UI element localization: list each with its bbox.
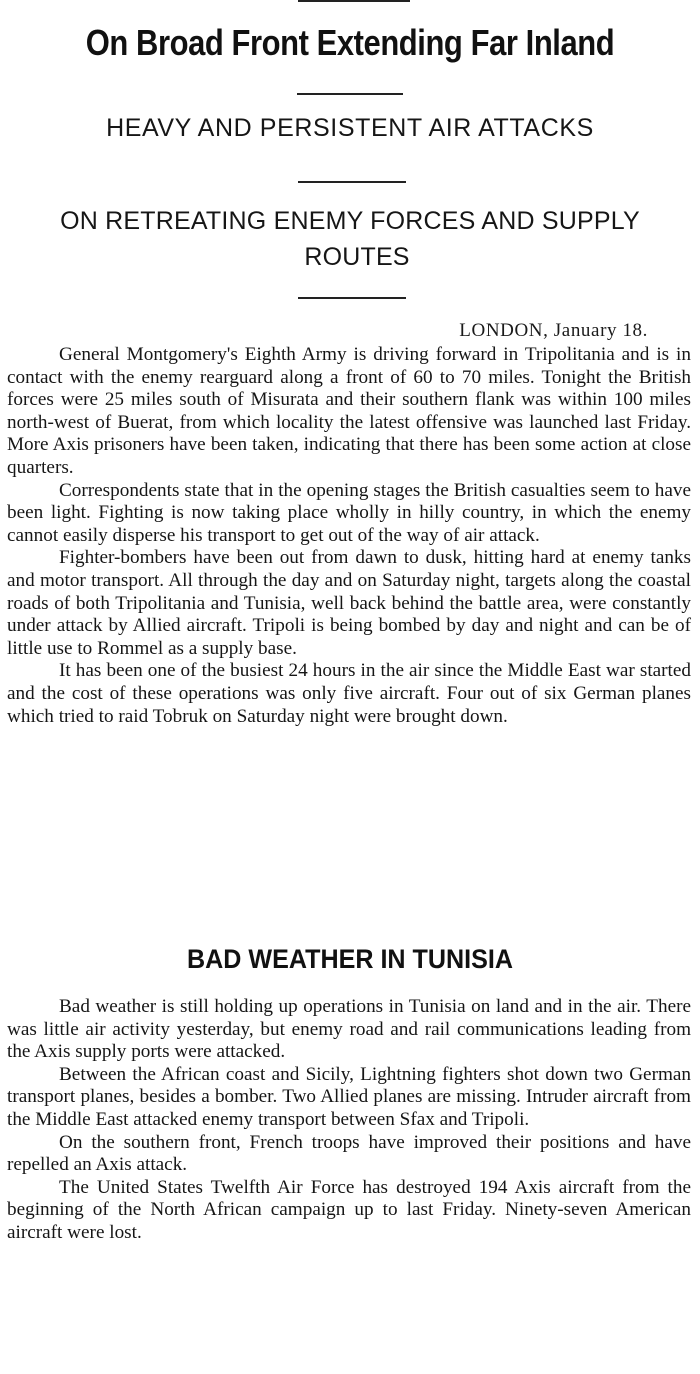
paragraph: Correspondents state that in the opening stages the British casualties seem to have been light. Fighting is now taking place wholly in hilly country, in which the enemy cannot easily disperse his transport to get out of the way of air attack. xyxy=(7,479,691,546)
section-subhead: BAD WEATHER IN TUNISIA xyxy=(187,944,513,974)
deck-divider-1 xyxy=(298,181,406,183)
article-body xyxy=(7,344,691,728)
deck-heading-1: HEAVY AND PERSISTENT AIR ATTACKS xyxy=(106,114,594,142)
deck-divider-2 xyxy=(298,297,406,299)
paragraph: Bad weather is still holding up operations in Tunisia on land and in the air. There was little air activity yesterday, but enemy road and rail communications leading from the Axis supply ports were attacked. xyxy=(7,996,691,1063)
paragraph: Between the African coast and Sicily, Lightning fighters shot down two German transport planes, besides a bomber. Two Allied planes are missing. Intruder aircraft from the Middle East attacked enemy transport between Sfax and Tripoli. xyxy=(7,1063,691,1130)
dateline: LONDON, January 18. xyxy=(459,320,648,341)
deck-heading-2-line-1: ON RETREATING ENEMY FORCES AND SUPPLY xyxy=(60,207,640,235)
deck-heading-2-line-2: ROUTES xyxy=(304,243,410,271)
headline-divider xyxy=(297,93,403,95)
deck-heading-2 xyxy=(0,203,700,275)
paragraph: General Montgomery's Eighth Army is driving forward in Tripolitania and is in contact with the enemy rearguard along a front of 60 to 70 miles. Tonight the British forces were 25 miles south of Misurata and their southern flank was within 100 miles north-west of Buerat, from which locality the latest offensive was launched last Friday. More Axis prisoners have been taken, indicating that there has been some action at close quarters. xyxy=(7,344,691,478)
top-rule xyxy=(298,0,410,2)
paragraph: Fighter-bombers have been out from dawn to dusk, hitting hard at enemy tanks and motor transport. All through the day and on Saturday night, targets along the coastal roads of both Tripolitania and Tunisia, well back behind the battle area, were constantly under attack by Allied aircraft. Tripoli is being bombed by day and night and can be of little use to Rommel as a supply base. xyxy=(7,547,691,659)
paragraph: The United States Twelfth Air Force has destroyed 194 Axis aircraft from the beginning of the North African campaign up to last Friday. Ninety-seven American aircraft were lost. xyxy=(7,1176,691,1243)
article-body-section-2 xyxy=(7,996,691,1245)
headline: On Broad Front Extending Far Inland xyxy=(85,22,615,63)
paragraph: On the southern front, French troops have improved their positions and have repelled an Axis attack. xyxy=(7,1131,691,1176)
paragraph: It has been one of the busiest 24 hours in the air since the Middle East war started and the cost of these operations was only five aircraft. Four out of six German planes which tried to raid Tobruk on Saturday night were brought down. xyxy=(7,660,691,727)
